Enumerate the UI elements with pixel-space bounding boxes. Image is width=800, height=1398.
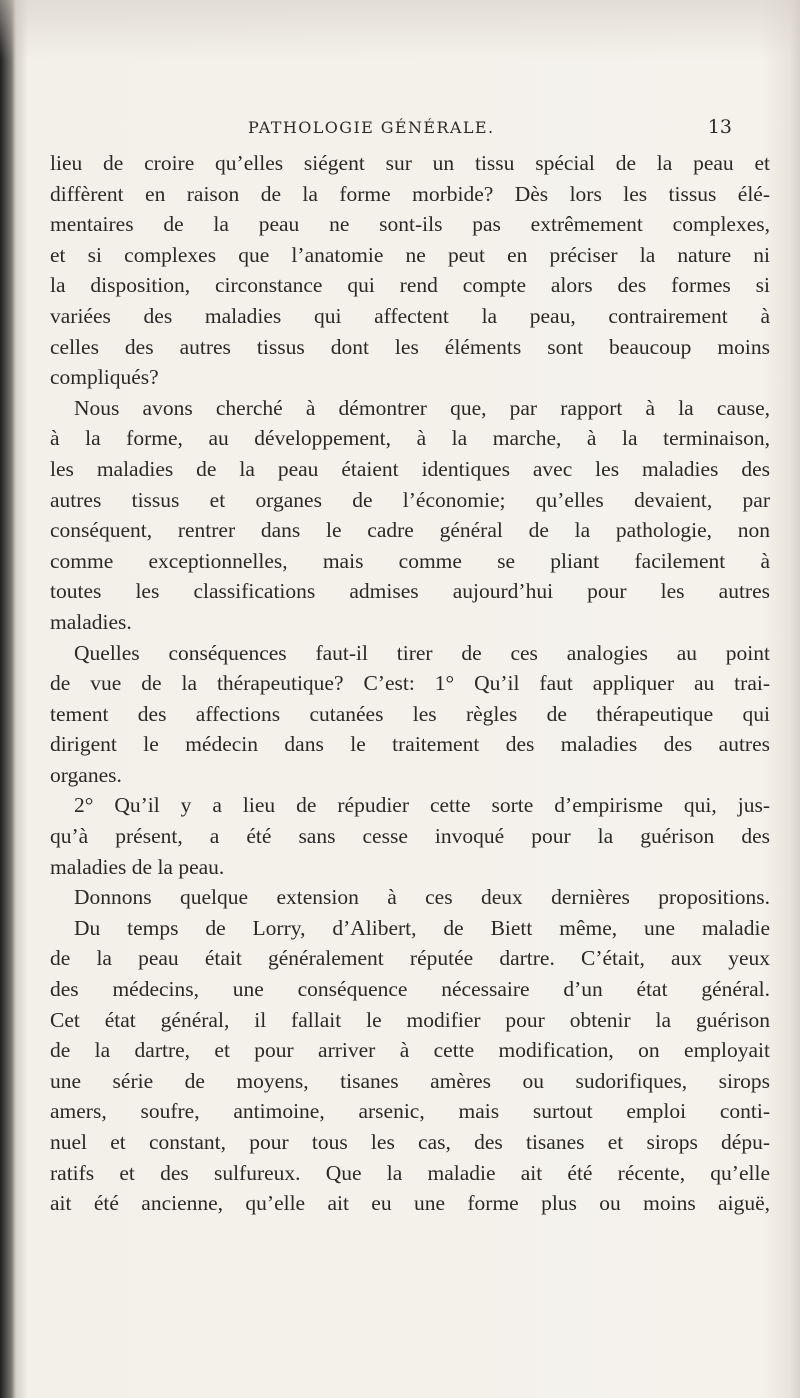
text-line: de vue de la thérapeutique? C’est: 1° Qu’il faut appliquer au trai- xyxy=(50,671,770,696)
text-line: amers, soufre, antimoine, arsenic, mais surtout emploi conti- xyxy=(50,1099,770,1124)
text-line: et si complexes que l’anatomie ne peut en préciser la nature ni xyxy=(50,242,770,267)
text-line: conséquent, rentrer dans le cadre général de la pathologie, non xyxy=(50,518,770,543)
text-line: une série de moyens, tisanes amères ou sudorifiques, sirops xyxy=(50,1068,770,1093)
text-line: Cet état général, il fallait le modifier pour obtenir la guérison xyxy=(50,1007,770,1032)
page-top-shading xyxy=(0,0,800,60)
text-line: celles des autres tissus dont les éléments sont beaucoup moins xyxy=(50,334,770,359)
text-line: qu’à présent, a été sans cesse invoqué pour la guérison des xyxy=(50,824,770,849)
text-line: Quelles conséquences faut-il tirer de ces analogies au point xyxy=(74,640,770,665)
text-line: organes. xyxy=(50,762,122,787)
page-number: 13 xyxy=(707,116,732,138)
text-line: compliqués? xyxy=(50,365,159,390)
text-line: Du temps de Lorry, d’Alibert, de Biett même, une maladie xyxy=(74,915,770,940)
text-line: à la forme, au développement, à la marche, à la terminaison, xyxy=(50,426,770,451)
text-line: Nous avons cherché à démontrer que, par rapport à la cause, xyxy=(74,395,770,420)
text-line: autres tissus et organes de l’économie; qu’elles devaient, par xyxy=(50,487,770,512)
text-line: toutes les classifications admises aujourd’hui pour les autres xyxy=(50,579,770,604)
text-line: dirigent le médecin dans le traitement des maladies des autres xyxy=(50,732,770,757)
text-line: ait été ancienne, qu’elle ait eu une forme plus ou moins aiguë, xyxy=(50,1191,770,1216)
text-line: mentaires de la peau ne sont-ils pas extrêmement complexes, xyxy=(50,212,770,237)
body-text xyxy=(50,148,770,1219)
text-line: 2° Qu’il y a lieu de répudier cette sorte d’empirisme qui, jus- xyxy=(74,793,770,818)
text-line: Donnons quelque extension à ces deux dernières propositions. xyxy=(74,885,770,910)
text-line: diffèrent en raison de la forme morbide? Dès lors les tissus élé- xyxy=(50,181,770,206)
text-line: comme exceptionnelles, mais comme se pliant facilement à xyxy=(50,548,770,573)
text-line: lieu de croire qu’elles siégent sur un tissu spécial de la peau et xyxy=(50,151,770,175)
text-line: des médecins, une conséquence nécessaire d’un état général. xyxy=(50,977,770,1002)
text-line: nuel et constant, pour tous les cas, des tisanes et sirops dépu- xyxy=(50,1130,770,1154)
text-line: variées des maladies qui affectent la peau, contrairement à xyxy=(50,303,770,328)
running-head-title: PATHOLOGIE GÉNÉRALE. xyxy=(248,118,495,137)
text-line: tement des affections cutanées les règles de thérapeutique qui xyxy=(50,701,770,726)
text-line: ratifs et des sulfureux. Que la maladie ait été récente, qu’elle xyxy=(50,1160,770,1185)
text-line: maladies de la peau. xyxy=(50,854,225,879)
text-line: les maladies de la peau étaient identiques avec les maladies des xyxy=(50,456,770,481)
book-spine-shadow xyxy=(0,0,16,1398)
text-line: de la peau était généralement réputée dartre. C’était, aux yeux xyxy=(50,946,770,971)
text-line: la disposition, circonstance qui rend compte alors des formes si xyxy=(50,273,770,298)
text-line: de la dartre, et pour arriver à cette modification, on employait xyxy=(50,1038,770,1063)
text-line: maladies. xyxy=(50,609,132,634)
running-head xyxy=(40,118,740,142)
